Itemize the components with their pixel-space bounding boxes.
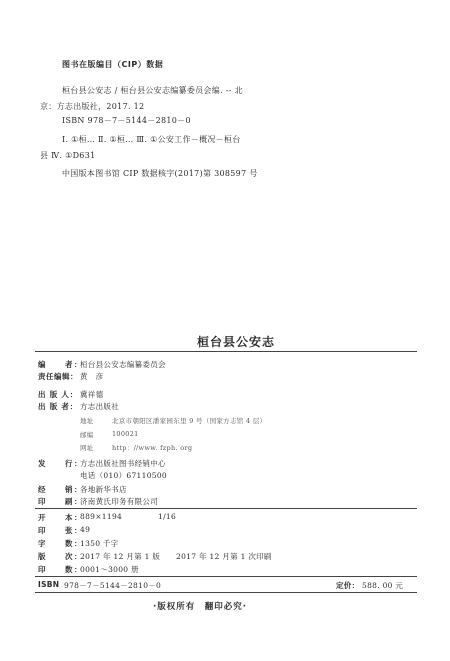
postcode-label: 邮编 [80, 431, 94, 439]
printer-label: 印 刷： [38, 497, 83, 506]
isbn-value: 978－7－5144－2810－0 [64, 581, 162, 590]
isbn-label: ISBN [38, 580, 60, 589]
price-label: 定价： [336, 581, 360, 590]
divider [35, 592, 417, 593]
edition-label: 版 次： [38, 552, 83, 561]
sales-value: 各地新华书店 [80, 485, 127, 494]
sheets-value: 49 [80, 525, 91, 534]
format-value: 889×1194 [80, 512, 123, 521]
divider [35, 351, 417, 352]
editor-value: 桓台县公安志编纂委员会 [80, 360, 166, 369]
responsible-editor-value: 黄 彦 [80, 372, 104, 381]
address-value: 北京市朝阳区潘家园东里 9 号（国家方志馆 4 层） [112, 417, 267, 425]
price-value: 588. 00 元 [362, 581, 404, 590]
distribution-label: 发 行： [38, 459, 83, 468]
divider [35, 576, 417, 577]
format-label: 开 本： [38, 513, 83, 522]
distribution-value: 方志出版社图书经销中心 [80, 459, 166, 468]
sheets-label: 印 张： [38, 526, 83, 535]
cip-record-number: 中国版本图书馆 CIP 数据核字(2017)第 308597 号 [62, 169, 258, 178]
copies-label: 印 数： [38, 565, 83, 574]
address-label: 地址 [80, 417, 94, 425]
cip-classification-line-2: 县 Ⅳ. ①D631 [40, 151, 96, 160]
printer-value: 济南黄氏印务有限公司 [80, 497, 158, 506]
book-title: 桓台县公安志 [197, 335, 276, 349]
cip-publisher-line: 京：方志出版社，2017. 12 [40, 102, 145, 111]
responsible-editor-label: 责任编辑： [38, 372, 78, 381]
copyright-notice: ·版权所有 翻印必究· [153, 602, 247, 612]
cip-classification-line: Ⅰ. ①桓… Ⅱ. ①桓… Ⅲ. ①公安工作－概况－桓台 [62, 135, 241, 144]
cip-title-line: 桓台县公安志 / 桓台县公安志编纂委员会编. -- 北 [62, 86, 243, 95]
publisher-value: 方志出版社 [80, 402, 119, 411]
copies-value: 0001～3000 册 [80, 565, 139, 574]
sales-label: 经 销： [38, 485, 83, 494]
word-count-label: 字 数： [38, 539, 83, 548]
cip-isbn-line: ISBN 978－7－5144－2810－0 [62, 116, 191, 125]
website-label: 网址 [80, 444, 94, 452]
postcode-value: 100021 [112, 430, 139, 438]
website-value: http：//www. fzph. org [112, 444, 193, 452]
publisher-person-value: 冀祥德 [80, 390, 104, 399]
word-count-value: 1350 千字 [80, 539, 119, 548]
edition-value: 2017 年 12 月第 1 版 [80, 552, 161, 561]
publisher-person-label: 出 版 人： [38, 390, 79, 399]
printing-value: 2017 年 12 月第 1 次印刷 [176, 552, 272, 561]
divider [35, 508, 417, 509]
cip-heading: 图书在版编目（CIP）数据 [62, 60, 164, 69]
publisher-label: 出 版 者： [38, 402, 79, 411]
format-extra: 1/16 [158, 512, 177, 521]
phone-number: 电话（010）67110500 [80, 471, 167, 480]
editor-label: 编 者： [38, 360, 83, 369]
